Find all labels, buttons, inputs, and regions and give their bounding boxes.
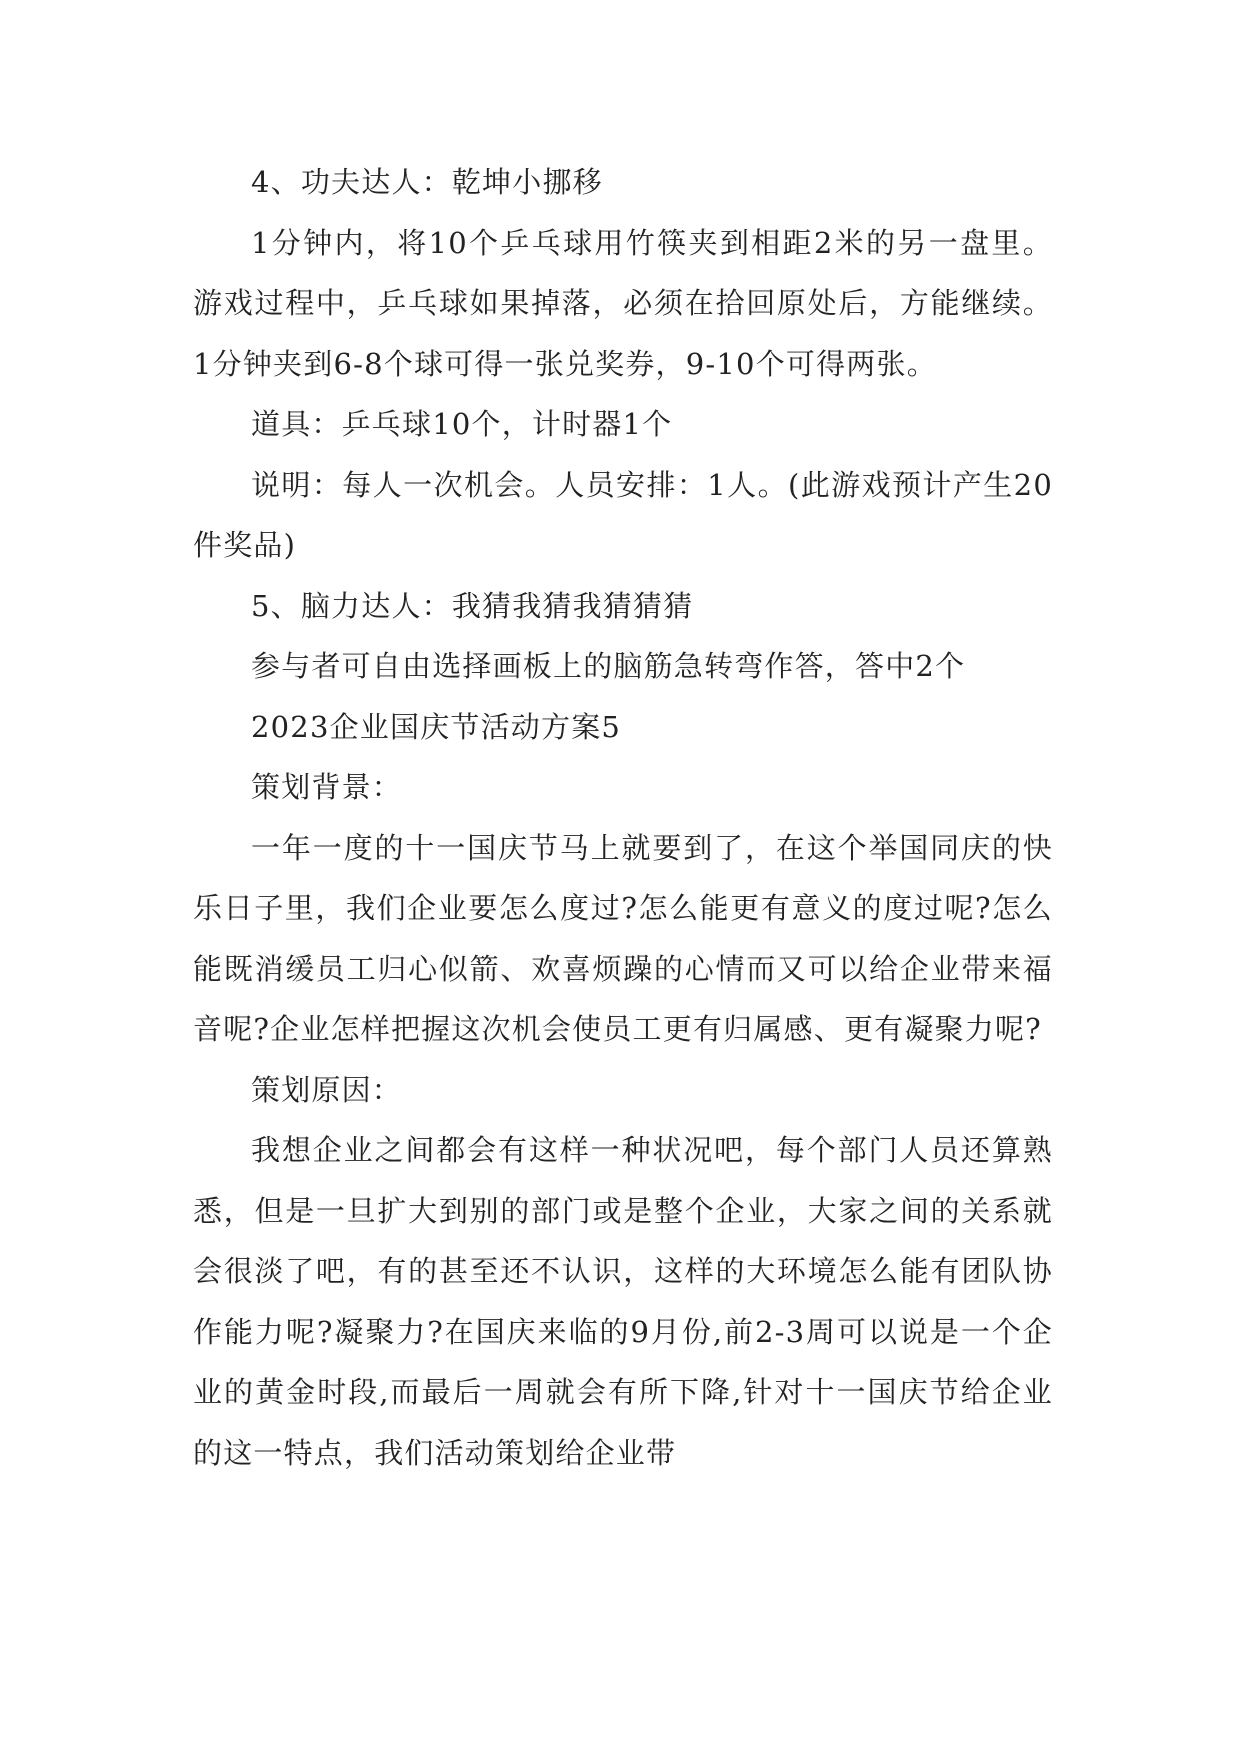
section-heading-brain-game: 5、脑力达人：我猜我猜我猜猜猜 bbox=[251, 588, 694, 623]
section-heading-kungfu-game: 4、功夫达人：乾坤小挪移 bbox=[251, 165, 603, 199]
plan-title: 2023企业国庆节活动方案5 bbox=[251, 709, 622, 744]
kungfu-game-rules: 1分钟内，将10个乒乓球用竹筷夹到相距2米的另一盘里。游戏过程中，乒乓球如果掉落，必须在拾回原处后，方能继续。1分钟夹到6-8个球可得一张兑奖券，9-10个可得两张。 bbox=[193, 225, 1053, 381]
kungfu-game-props: 道具：乒乓球10个，计时器1个 bbox=[251, 407, 673, 441]
brain-game-rules: 参与者可自由选择画板上的脑筋急转弯作答，答中2个 bbox=[251, 649, 966, 683]
kungfu-game-notes: 说明：每人一次机会。人员安排：1人。(此游戏预计产生20件奖品) bbox=[193, 467, 1053, 562]
reason-heading: 策划原因： bbox=[251, 1072, 403, 1107]
background-text: 一年一度的十一国庆节马上就要到了，在这个举国同庆的快乐日子里，我们企业要怎么度过?怎么能更有意义的度过呢?怎么能既消缓员工归心似箭、欢喜烦躁的心情而又可以给企业带来福音呢?企业怎样把握这次机会使员工更有归属感、更有凝聚力呢? bbox=[193, 830, 1053, 1046]
reason-text: 我想企业之间都会有这样一种状况吧，每个部门人员还算熟悉，但是一旦扩大到别的部门或是整个企业，大家之间的关系就会很淡了吧，有的甚至还不认识，这样的大环境怎么能有团队协作能力呢?凝聚力?在国庆来临的9月份,前2-3周可以说是一个企业的黄金时段,而最后一周就会有所下降,针对十一国庆节给企业的这一特点，我们活动策划给企业带 bbox=[193, 1133, 1053, 1470]
background-heading: 策划背景： bbox=[251, 770, 403, 804]
document-body bbox=[193, 152, 1053, 1483]
